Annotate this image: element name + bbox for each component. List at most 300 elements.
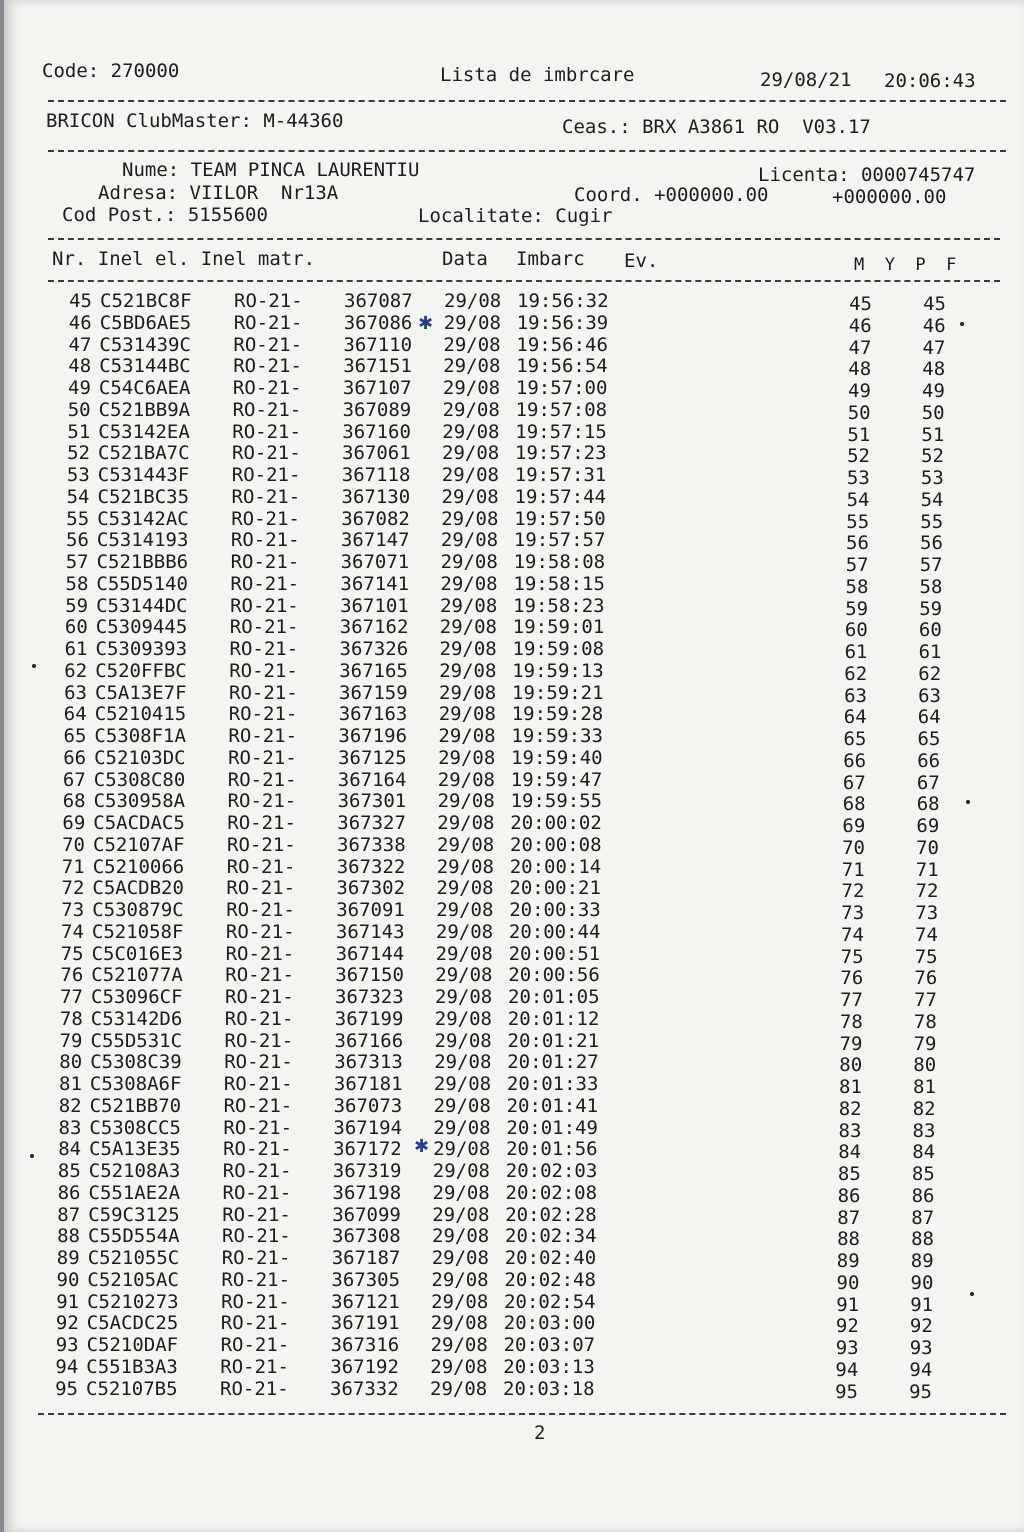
table-row <box>0 964 1015 990</box>
electronic-ring: C52103DC <box>94 746 186 769</box>
table-row <box>2 464 1022 489</box>
flag-m-value: 55 <box>846 510 870 533</box>
ring-number: 367302 <box>336 877 406 900</box>
flag-m-value: 86 <box>837 1184 861 1207</box>
boarding-time: 20:01:49 <box>506 1116 598 1139</box>
electronic-ring: C5BD6AE5 <box>99 311 192 334</box>
boarding-time: 19:57:08 <box>515 398 608 421</box>
ring-number: 367082 <box>341 507 410 530</box>
column-header-ev: Ev. <box>624 250 659 272</box>
electronic-ring: C5308A6F <box>89 1073 182 1095</box>
table-row <box>0 986 1015 1011</box>
asterisk-mark-icon: ✱ <box>414 1136 430 1157</box>
row-number: 48 <box>68 355 92 378</box>
boarding-date: 29/08 <box>441 485 499 508</box>
electronic-ring: C521BB70 <box>89 1094 182 1117</box>
table-row <box>0 616 1020 642</box>
electronic-ring: C53144DC <box>96 594 188 617</box>
table-row <box>0 768 1018 794</box>
boarding-date: 29/08 <box>437 790 495 813</box>
boarding-date: 29/08 <box>439 638 497 660</box>
ring-prefix: RO-21- <box>232 442 301 465</box>
table-row <box>0 1073 1014 1098</box>
ring-prefix: RO-21- <box>223 1116 293 1139</box>
ring-number: 367301 <box>337 790 407 813</box>
table-row <box>1 507 1021 533</box>
ring-prefix: RO-21- <box>222 1160 292 1182</box>
boarding-date: 29/08 <box>432 1225 490 1248</box>
page-number: 2 <box>534 1422 546 1444</box>
row-number: 65 <box>63 725 87 747</box>
ring-number: 367099 <box>332 1203 401 1226</box>
flag-m-value: 70 <box>842 836 865 859</box>
boarding-date: 29/08 <box>437 833 495 856</box>
ring-number: 367163 <box>338 703 408 726</box>
boarding-time: 19:56:32 <box>517 290 609 312</box>
ring-prefix: RO-21- <box>224 1007 294 1030</box>
boarding-date: 29/08 <box>440 594 498 617</box>
table-row <box>0 812 1017 837</box>
electronic-ring: C521055C <box>87 1247 180 1269</box>
boarding-time: 19:59:21 <box>512 681 604 704</box>
ring-number: 367073 <box>333 1094 403 1117</box>
flag-p-value: 88 <box>911 1228 934 1251</box>
row-number: 53 <box>66 464 90 486</box>
flag-p-value: 58 <box>919 575 943 598</box>
table-row <box>0 1116 1013 1142</box>
row-number: 82 <box>58 1094 82 1117</box>
boarding-date: 29/08 <box>435 920 494 943</box>
locality: Localitate: Cugir <box>418 205 613 227</box>
flag-m-value: 57 <box>845 554 869 576</box>
boarding-time: 20:02:54 <box>504 1290 596 1313</box>
row-number: 68 <box>62 790 86 813</box>
electronic-ring: C52107AF <box>93 833 185 856</box>
row-number: 89 <box>56 1247 80 1269</box>
boarding-time: 19:57:00 <box>515 377 608 399</box>
flag-p-value: 65 <box>917 728 941 750</box>
boarding-time: 19:59:33 <box>511 725 603 747</box>
row-number: 87 <box>57 1203 81 1226</box>
flag-p-value: 77 <box>914 989 937 1011</box>
flag-m-value: 65 <box>843 728 867 750</box>
boarding-date: 29/08 <box>440 551 498 573</box>
flag-m-value: 52 <box>847 445 870 468</box>
ring-prefix: RO-21- <box>234 290 303 312</box>
club-master-id: BRICON ClubMaster: M-44360 <box>46 110 344 132</box>
flag-p-value: 84 <box>912 1141 936 1164</box>
divider <box>48 280 1000 282</box>
boarding-time: 20:00:44 <box>508 920 601 943</box>
flag-p-value: 89 <box>910 1250 934 1272</box>
ring-prefix: RO-21- <box>232 398 302 421</box>
flag-p-value: 78 <box>913 1010 937 1033</box>
divider <box>48 150 1006 152</box>
electronic-ring: C551AE2A <box>88 1181 181 1204</box>
row-number: 71 <box>61 855 85 878</box>
flag-m-value: 49 <box>848 380 871 402</box>
row-number: 92 <box>55 1312 79 1335</box>
table-row <box>0 1160 1013 1185</box>
boarding-time: 20:03:18 <box>503 1377 595 1400</box>
ring-number: 367192 <box>330 1355 399 1378</box>
boarding-date: 29/08 <box>434 1029 492 1052</box>
flag-m-value: 87 <box>837 1206 861 1229</box>
ring-number: 367144 <box>335 942 405 965</box>
boarding-date: 29/08 <box>441 464 500 486</box>
electronic-ring: C530958A <box>93 790 186 813</box>
row-number: 81 <box>59 1073 82 1095</box>
boarding-date: 29/08 <box>434 1051 492 1074</box>
boarding-date: 29/08 <box>442 442 500 465</box>
ring-number: 367316 <box>330 1334 400 1356</box>
boarding-date: 29/08 <box>438 746 496 769</box>
flag-m-value: 72 <box>841 880 865 903</box>
row-number: 66 <box>63 746 87 769</box>
ring-prefix: RO-21- <box>229 681 298 704</box>
table-row <box>0 1355 1010 1381</box>
ring-prefix: RO-21- <box>229 638 299 660</box>
flag-m-value: 89 <box>836 1250 860 1272</box>
flag-m-value: 75 <box>840 945 864 968</box>
ring-number: 367150 <box>335 964 404 987</box>
row-number: 46 <box>68 311 92 334</box>
column-header-ids: Nr. Inel el. Inel matr. <box>52 248 316 270</box>
ring-number: 367313 <box>334 1051 403 1074</box>
flag-m-value: 51 <box>847 423 871 446</box>
electronic-ring: C52107B5 <box>86 1377 178 1400</box>
flag-p-value: 75 <box>914 945 938 968</box>
flag-p-value: 50 <box>921 401 945 424</box>
boarding-time: 20:01:27 <box>507 1051 599 1074</box>
table-row <box>0 1312 1011 1338</box>
row-number: 49 <box>68 377 91 399</box>
boarding-date: 29/08 <box>442 420 500 443</box>
row-number: 74 <box>61 920 84 943</box>
flag-p-value: 67 <box>916 771 940 794</box>
boarding-time: 20:02:08 <box>505 1181 598 1204</box>
electronic-ring: C55D531C <box>90 1029 183 1052</box>
boarding-time: 19:59:08 <box>512 638 605 660</box>
table-row <box>2 442 1022 468</box>
ring-prefix: RO-21- <box>231 507 300 530</box>
ring-number: 367323 <box>335 986 404 1008</box>
table-row <box>4 311 1024 337</box>
row-number: 90 <box>56 1268 80 1291</box>
boarding-time: 20:02:48 <box>504 1268 596 1291</box>
table-row <box>0 703 1019 729</box>
ring-prefix: RO-21- <box>226 855 296 878</box>
flag-p-value: 62 <box>918 662 942 685</box>
flag-p-value: 59 <box>919 597 943 620</box>
table-row <box>0 877 1016 903</box>
ring-prefix: RO-21- <box>222 1203 291 1226</box>
ring-number: 367160 <box>342 420 411 443</box>
electronic-ring: C531443F <box>97 464 190 486</box>
electronic-ring: C59C3125 <box>88 1203 180 1226</box>
table-row <box>0 942 1016 968</box>
flag-m-value: 64 <box>843 706 867 729</box>
ring-number: 367199 <box>334 1007 404 1030</box>
table-row <box>4 290 1024 315</box>
flag-m-value: 80 <box>839 1054 863 1077</box>
boarding-time: 20:03:00 <box>503 1312 596 1335</box>
boarding-date: 29/08 <box>441 507 499 530</box>
table-row <box>0 1138 1013 1164</box>
ring-number: 367322 <box>336 855 406 878</box>
ring-number: 367087 <box>344 290 413 312</box>
flag-m-value: 58 <box>845 575 869 598</box>
boarding-date: 29/08 <box>430 1312 489 1335</box>
boarding-time: 20:03:13 <box>503 1355 595 1378</box>
flag-m-value: 60 <box>844 619 868 642</box>
ring-number: 367196 <box>338 725 408 747</box>
electronic-ring: C5210066 <box>92 855 185 878</box>
boarding-date: 29/08 <box>431 1268 489 1291</box>
ring-prefix: RO-21- <box>227 768 297 791</box>
boarding-time: 20:00:14 <box>509 855 602 878</box>
document-title: Lista de imbrcare <box>440 64 635 86</box>
flag-p-value: 63 <box>918 684 941 707</box>
flag-p-value: 86 <box>911 1184 935 1207</box>
table-row <box>0 746 1018 772</box>
owner-name: Nume: TEAM PINCA LAURENTIU <box>122 159 420 181</box>
flag-m-value: 77 <box>840 989 863 1011</box>
electronic-ring: C55D554A <box>88 1225 180 1248</box>
table-row <box>0 1268 1011 1294</box>
column-header-date: Data <box>442 248 488 270</box>
row-number: 47 <box>68 333 92 356</box>
boarding-date: 29/08 <box>439 616 498 639</box>
flag-m-value: 54 <box>846 488 870 511</box>
ring-number: 367143 <box>335 920 405 943</box>
row-number: 85 <box>57 1160 81 1182</box>
ring-prefix: RO-21- <box>220 1355 289 1378</box>
flag-m-value: 90 <box>836 1271 860 1294</box>
ring-prefix: RO-21- <box>220 1377 289 1400</box>
row-number: 57 <box>65 551 89 573</box>
boarding-time: 19:57:57 <box>513 529 606 552</box>
table-row <box>0 1051 1014 1077</box>
boarding-date: 29/08 <box>439 681 497 704</box>
flag-m-value: 62 <box>844 662 868 685</box>
row-number: 69 <box>62 812 86 834</box>
ring-prefix: RO-21- <box>232 377 302 399</box>
ring-number: 367194 <box>333 1116 403 1139</box>
table-row <box>0 572 1020 598</box>
ring-prefix: RO-21- <box>224 1029 294 1052</box>
flag-m-value: 79 <box>839 1032 863 1055</box>
ring-prefix: RO-21- <box>222 1225 291 1248</box>
speck <box>970 1292 974 1296</box>
table-row <box>3 333 1023 359</box>
ring-number: 367107 <box>342 377 412 399</box>
row-number: 94 <box>55 1355 79 1378</box>
boarding-time: 20:01:21 <box>507 1029 600 1052</box>
table-row <box>3 398 1023 424</box>
flag-m-value: 61 <box>844 641 868 663</box>
boarding-time: 20:01:33 <box>506 1073 599 1095</box>
table-row <box>0 1181 1013 1207</box>
speck <box>960 322 964 326</box>
flag-p-value: 73 <box>915 902 939 924</box>
boarding-date: 29/08 <box>435 986 493 1008</box>
coordinates-second: +000000.00 <box>832 186 947 208</box>
boarding-date: 29/08 <box>430 1334 488 1356</box>
boarding-time: 19:56:46 <box>516 333 608 356</box>
row-number: 73 <box>61 899 85 921</box>
boarding-time: 19:56:54 <box>516 355 608 378</box>
row-number: 63 <box>64 681 87 704</box>
flag-m-value: 84 <box>838 1141 862 1164</box>
electronic-ring: C5309393 <box>95 638 188 660</box>
table-row <box>3 377 1023 402</box>
row-number: 91 <box>56 1290 80 1313</box>
flag-m-value: 73 <box>841 902 865 924</box>
flag-p-value: 54 <box>920 488 944 511</box>
table-row <box>0 1225 1012 1251</box>
boarding-date: 29/08 <box>434 1007 493 1030</box>
flag-p-value: 64 <box>917 706 941 729</box>
flag-m-value: 48 <box>848 358 872 381</box>
print-date: 29/08/21 <box>760 69 852 91</box>
ring-number: 367121 <box>331 1290 400 1313</box>
boarding-date: 29/08 <box>443 311 501 334</box>
boarding-time: 19:57:23 <box>515 442 607 465</box>
boarding-date: 29/08 <box>435 942 493 965</box>
table-row <box>0 833 1017 859</box>
boarding-date: 29/08 <box>432 1203 490 1226</box>
flag-m-value: 68 <box>842 793 866 816</box>
boarding-time: 19:57:50 <box>514 507 606 530</box>
flag-m-value: 69 <box>842 815 866 837</box>
flag-m-value: 74 <box>841 923 864 946</box>
boarding-time: 19:59:13 <box>512 659 604 682</box>
electronic-ring: C54C6AEA <box>98 377 191 399</box>
table-row <box>2 420 1022 446</box>
boarding-time: 19:57:44 <box>514 485 607 508</box>
ring-prefix: RO-21- <box>229 659 298 682</box>
flag-p-value: 83 <box>912 1119 936 1142</box>
flag-p-value: 95 <box>909 1380 932 1403</box>
ring-number: 367166 <box>334 1029 404 1052</box>
electronic-ring: C53142D6 <box>90 1007 183 1030</box>
boarding-time: 20:00:51 <box>508 942 601 965</box>
boarding-time: 20:00:33 <box>509 899 601 921</box>
flag-p-value: 74 <box>915 923 938 946</box>
flag-m-value: 71 <box>841 858 865 881</box>
ring-number: 367089 <box>342 398 412 421</box>
asterisk-mark-icon: ✱ <box>418 313 434 334</box>
row-number: 76 <box>60 964 84 987</box>
ring-number: 367181 <box>333 1073 403 1095</box>
flag-m-value: 45 <box>849 293 872 315</box>
ring-prefix: RO-21- <box>233 333 303 356</box>
electronic-ring: C530879C <box>92 899 184 921</box>
ring-prefix: RO-21- <box>224 1051 293 1074</box>
boarding-time: 19:58:23 <box>513 594 605 617</box>
flag-p-value: 53 <box>920 467 944 489</box>
electronic-ring: C521BC35 <box>97 485 190 508</box>
boarding-time: 20:01:41 <box>506 1094 599 1117</box>
flag-p-value: 61 <box>918 641 942 663</box>
ring-number: 367151 <box>343 355 412 378</box>
ring-number: 367130 <box>341 485 411 508</box>
column-header-flags: M Y P F <box>854 255 957 275</box>
flag-p-value: 51 <box>921 423 945 446</box>
divider <box>38 1413 1006 1415</box>
flag-m-value: 88 <box>837 1228 860 1251</box>
boarding-time: 20:00:21 <box>509 877 601 900</box>
ring-prefix: RO-21- <box>229 616 299 639</box>
ring-prefix: RO-21- <box>226 899 295 921</box>
ring-prefix: RO-21- <box>231 464 301 486</box>
flag-p-value: 79 <box>913 1032 937 1055</box>
boarding-time: 20:02:40 <box>504 1247 597 1269</box>
coordinates: Coord. +000000.00 <box>574 184 769 206</box>
flag-p-value: 76 <box>914 967 938 990</box>
ring-number: 367326 <box>339 638 409 660</box>
electronic-ring: C5210DAF <box>86 1334 179 1356</box>
flag-p-value: 87 <box>911 1206 935 1229</box>
divider <box>48 100 1006 102</box>
boarding-date: 29/08 <box>438 703 496 726</box>
ring-prefix: RO-21- <box>221 1247 291 1269</box>
ring-number: 367305 <box>331 1268 401 1291</box>
electronic-ring: C5308C39 <box>90 1051 182 1074</box>
flag-p-value: 46 <box>922 314 946 337</box>
boarding-date: 29/08 <box>440 572 498 595</box>
electronic-ring: C5308F1A <box>94 725 186 747</box>
table-row <box>0 1029 1015 1055</box>
table-row <box>1 551 1021 576</box>
row-number: 52 <box>67 442 90 465</box>
ring-number: 367118 <box>341 464 411 486</box>
flag-p-value: 60 <box>918 619 942 642</box>
boarding-time: 20:00:08 <box>510 833 602 856</box>
boarding-time: 19:59:47 <box>510 768 603 791</box>
row-number: 83 <box>58 1116 82 1139</box>
row-number: 51 <box>67 420 91 443</box>
flag-m-value: 94 <box>835 1358 859 1381</box>
ring-prefix: RO-21- <box>225 942 295 965</box>
electronic-ring: C5308CC5 <box>89 1116 181 1139</box>
row-number: 80 <box>59 1051 83 1074</box>
ring-prefix: RO-21- <box>230 529 300 552</box>
electronic-ring: C53144BC <box>99 355 191 378</box>
ring-prefix: RO-21- <box>228 746 297 769</box>
flag-m-value: 63 <box>844 684 867 707</box>
boarding-time: 19:56:39 <box>516 311 609 334</box>
electronic-ring: C5A13E35 <box>89 1138 181 1161</box>
ring-prefix: RO-21- <box>225 986 294 1008</box>
row-number: 64 <box>63 703 87 726</box>
boarding-time: 20:00:02 <box>510 812 602 834</box>
ring-number: 367110 <box>343 333 413 356</box>
ring-number: 367164 <box>337 768 407 791</box>
boarding-date: 29/08 <box>438 725 496 747</box>
boarding-date: 29/08 <box>436 855 494 878</box>
ring-prefix: RO-21- <box>221 1268 291 1291</box>
electronic-ring: C52105AC <box>87 1268 179 1291</box>
ring-prefix: RO-21- <box>228 725 298 747</box>
row-number: 58 <box>65 572 89 595</box>
boarding-time: 20:02:28 <box>505 1203 597 1226</box>
boarding-date: 29/08 <box>433 1073 492 1095</box>
electronic-ring: C521BB9A <box>98 398 191 421</box>
electronic-ring: C5C016E3 <box>91 942 184 965</box>
ring-number: 367198 <box>332 1181 402 1204</box>
